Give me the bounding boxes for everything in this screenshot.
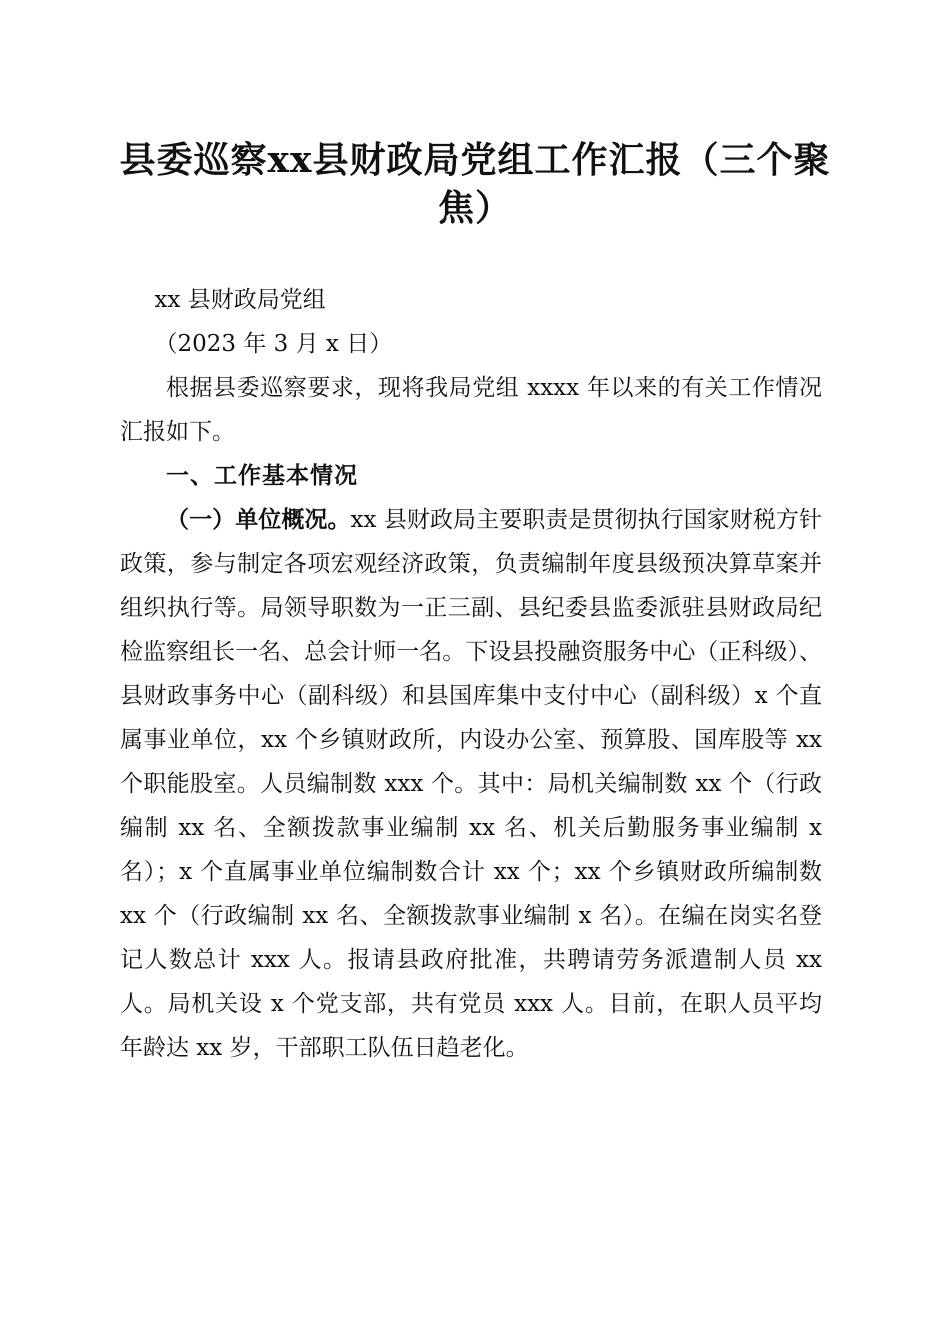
document-title: 县委巡察xx县财政局党组工作汇报（三个聚焦） — [119, 139, 831, 229]
section-heading: 一、工作基本情况 — [166, 463, 358, 489]
subsection-label: （一）单位概况。 — [166, 506, 351, 533]
unit-overview-paragraph — [120, 498, 822, 1070]
intro-paragraph: 根据县委巡察要求，现将我局党组 xxxx 年以来的有关工作情况汇报如下。 — [120, 375, 822, 445]
date-line: （2023 年 3 月 x 日） — [154, 331, 393, 357]
document-body — [120, 278, 822, 1070]
author-line: xx 县财政局党组 — [154, 287, 326, 313]
subsection-body: xx 县财政局主要职责是贯彻执行国家财税方针政策，参与制定各项宏观经济政策，负责编制年度县级预决算草案并组织执行等。局领导职数为一正三副、县纪委县监委派驻县财政局纪检监察组长一名、总会计师一名。下设县投融资服务中心（正科级）、县财政事务中心（副科级）和县国库集中支付中心（副科级）x 个直属事业单位，xx 个乡镇财政所，内设办公室、预算股、国库股等 xx 个职能股室。人员编制数 xxx 个。其中：局机关编制数 xx 个（行政编制 xx 名、全额拨款事业编制 xx 名、机关后勤服务事业编制 x 名）；x 个直属事业单位编制数合计 xx 个；xx 个乡镇财政所编制数 xx 个（行政编制 xx 名、全额拨款事业编制 x 名）。在编在岗实名登记人数总计 xxx 人。报请县政府批准，共聘请劳务派遣制人员 xx 人。局机关设 x 个党支部，共有党员 xxx 人。目前，在职人员平均年龄达 xx 岁，干部职工队伍日趋老化。 — [120, 507, 822, 1061]
